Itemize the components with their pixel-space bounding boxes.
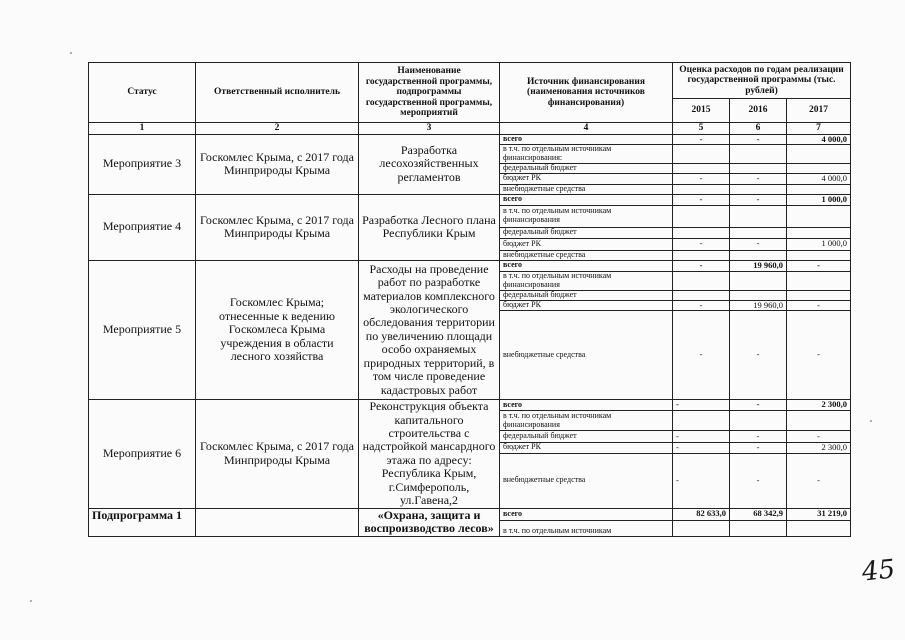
executor-cell: Госкомлес Крыма, с 2017 года Минприроды Крыма	[196, 134, 359, 194]
value-2017: 1 000,0	[787, 194, 851, 205]
source-federal: федеральный бюджет	[500, 431, 673, 442]
value-2015: -	[673, 134, 730, 145]
value-2016: 19 960,0	[730, 300, 787, 311]
value-2016: -	[730, 194, 787, 205]
value-2017: -	[787, 431, 851, 442]
value-2015: 82 633,0	[673, 508, 730, 520]
col-number: 5	[673, 123, 730, 135]
source-extrabudget: внебюджетные средства	[500, 311, 673, 400]
source-breakdown: в т.ч. по отдельным источникам финансирования	[500, 271, 673, 290]
value-2016: -	[730, 453, 787, 508]
value-2017: -	[787, 453, 851, 508]
value-2015: -	[673, 400, 730, 411]
source-rk: бюджет РК	[500, 238, 673, 250]
source-total: всего	[500, 134, 673, 145]
source-total: всего	[500, 194, 673, 205]
executor-cell	[196, 508, 359, 536]
source-extrabudget: внебюджетные средства	[500, 453, 673, 508]
header-executor: Ответственный исполнитель	[196, 63, 359, 123]
value-2016: 68 342,9	[730, 508, 787, 520]
value-2016: -	[730, 311, 787, 400]
expenditure-table	[88, 62, 851, 537]
status-cell: Подпрограмма 1	[89, 508, 196, 536]
value-2015: -	[673, 194, 730, 205]
value-2017: 2 300,0	[787, 400, 851, 411]
header-status: Статус	[89, 63, 196, 123]
source-breakdown: в т.ч. по отдельным источникам финансирования:	[500, 145, 673, 164]
executor-cell: Госкомлес Крыма, с 2017 года Минприроды Крыма	[196, 400, 359, 509]
col-number: 2	[196, 123, 359, 135]
source-extrabudget: внебюджетные средства	[500, 184, 673, 194]
status-cell: Мероприятие 6	[89, 400, 196, 509]
value-2015: -	[673, 260, 730, 271]
value-2017: -	[787, 260, 851, 271]
col-number: 7	[787, 123, 851, 135]
source-total: всего	[500, 508, 673, 520]
value-2015: -	[673, 431, 730, 442]
source-breakdown: в т.ч. по отдельным источникам	[500, 520, 673, 536]
source-federal: федеральный бюджет	[500, 227, 673, 238]
source-federal: федеральный бюджет	[500, 164, 673, 174]
status-cell: Мероприятие 3	[89, 134, 196, 194]
activity-name: Реконструкция объекта капитального строительства с надстройкой мансардного этажа по адресу: Республика Крым, г.Симферополь, ул.Гавена,2	[359, 400, 500, 509]
value-2017: -	[787, 300, 851, 311]
value-2015: -	[673, 453, 730, 508]
activity-name: Разработка Лесного плана Республики Крым	[359, 194, 500, 260]
source-rk: бюджет РК	[500, 174, 673, 185]
value-2015: -	[673, 311, 730, 400]
header-name: Наименование государственной программы, подпрограммы государственной программы, мероприятий	[359, 63, 500, 123]
source-total: всего	[500, 400, 673, 411]
activity-name: Разработка лесохозяйственных регламентов	[359, 134, 500, 194]
source-total: всего	[500, 260, 673, 271]
status-cell: Мероприятие 5	[89, 260, 196, 400]
value-2015: -	[673, 300, 730, 311]
source-breakdown: в т.ч. по отдельным источникам финансирования	[500, 205, 673, 227]
value-2017: 2 300,0	[787, 442, 851, 453]
source-extrabudget: внебюджетные средства	[500, 250, 673, 260]
value-2017: 4 000,0	[787, 134, 851, 145]
source-rk: бюджет РК	[500, 300, 673, 311]
col-number: 4	[500, 123, 673, 135]
executor-cell: Госкомлес Крыма; отнесенные к ведению Госкомлеса Крыма учреждения в области лесного хозяйства	[196, 260, 359, 400]
executor-cell: Госкомлес Крыма, с 2017 года Минприроды Крыма	[196, 194, 359, 260]
col-number: 3	[359, 123, 500, 135]
value-2017: 31 219,0	[787, 508, 851, 520]
value-2016: -	[730, 442, 787, 453]
value-2016: -	[730, 174, 787, 185]
source-federal: федеральный бюджет	[500, 290, 673, 300]
header-year-2015: 2015	[673, 99, 730, 123]
header-year-2016: 2016	[730, 99, 787, 123]
value-2016: -	[730, 400, 787, 411]
source-rk: бюджет РК	[500, 442, 673, 453]
value-2016: -	[730, 238, 787, 250]
value-2016: 19 960,0	[730, 260, 787, 271]
header-year-2017: 2017	[787, 99, 851, 123]
col-number: 6	[730, 123, 787, 135]
subprogram-name: «Охрана, защита и воспроизводство лесов»	[359, 508, 500, 536]
value-2015: -	[673, 174, 730, 185]
header-source: Источник финансирования (наименования источников финансирования)	[500, 63, 673, 123]
col-number: 1	[89, 123, 196, 135]
value-2017: 4 000,0	[787, 174, 851, 185]
status-cell: Мероприятие 4	[89, 194, 196, 260]
value-2017: -	[787, 311, 851, 400]
page-number: 45	[860, 554, 897, 588]
header-estimate: Оценка расходов по годам реализации государственной программы (тыс. рублей)	[673, 63, 851, 99]
source-breakdown: в т.ч. по отдельным источникам финансирования	[500, 411, 673, 431]
activity-name: Расходы на проведение работ по разработке материалов комплексного экологического обследования территории по увеличению площади особо охраняемых природных территорий, в том числе проведение кадастровых работ	[359, 260, 500, 400]
value-2016: -	[730, 431, 787, 442]
value-2015: -	[673, 442, 730, 453]
value-2015: -	[673, 238, 730, 250]
value-2017: 1 000,0	[787, 238, 851, 250]
value-2016: -	[730, 134, 787, 145]
